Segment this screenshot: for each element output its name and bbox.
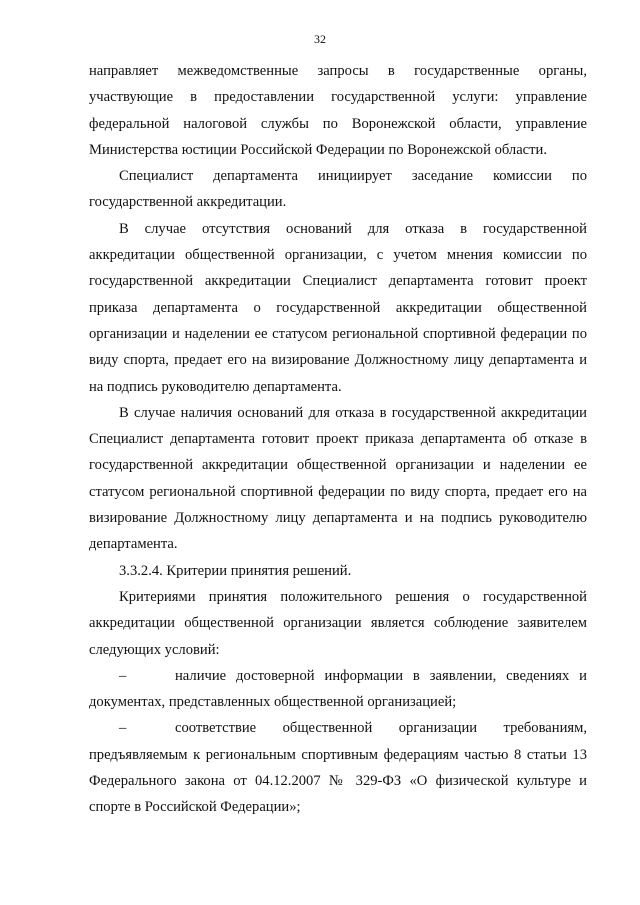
list-item [89, 715, 587, 820]
text-line: на подпись руководителю департамента. [89, 378, 342, 395]
dash-marker: – [119, 720, 127, 737]
page-number: 32 [314, 32, 326, 46]
text-line: Федерального закона от 04.12.2007 № 329-ФЗ «О физической культуре и [89, 773, 587, 790]
text-line: Специалист департамента готовит проект приказа департамента об отказе в [89, 431, 587, 448]
text-line: В случае отсутствия оснований для отказа в государственной [119, 220, 587, 237]
text-line: соответствие общественной организации требованиям, [175, 720, 587, 737]
paragraph [89, 400, 587, 558]
document-body [89, 58, 587, 821]
text-line: следующих условий: [89, 641, 220, 658]
section-heading [89, 558, 587, 584]
text-line: виду спорта, предает его на визирование Должностному лицу департамента и [89, 352, 587, 369]
text-line: государственной аккредитации. [89, 194, 287, 211]
text-line: Критериями принятия положительного решения о государственной [119, 588, 587, 605]
text-line: организации и наделении ее статусом региональной спортивной федерации по [89, 325, 587, 342]
text-line: департамента. [89, 536, 178, 553]
text-line: документах, представленных общественной организацией; [89, 694, 457, 711]
text-line: государственной аккредитации общественной организации и наделении ее [89, 457, 587, 474]
text-line: аккредитации общественной организации, с учетом мнения комиссии по [89, 247, 587, 264]
text-line: федеральной налоговой службы по Воронежской области, управление [89, 115, 587, 132]
paragraph [89, 163, 587, 216]
text-line: В случае наличия оснований для отказа в государственной аккредитации [119, 404, 587, 421]
text-line: статусом региональной спортивной федерации по виду спорта, предает его на [89, 483, 587, 500]
list-item-first-line [89, 663, 587, 689]
text-line: 3.3.2.4. Критерии принятия решений. [119, 562, 352, 579]
text-line: визирование Должностному лицу департамента и на подпись руководителю [89, 510, 587, 527]
text-line: спорте в Российской Федерации»; [89, 799, 301, 816]
text-line: Министерства юстиции Российской Федерации по Воронежской области. [89, 141, 547, 158]
paragraph [89, 58, 587, 163]
text-line: приказа департамента о государственной аккредитации общественной [89, 299, 587, 316]
text-line: участвующие в предоставлении государственной услуги: управление [89, 89, 587, 106]
paragraph [89, 216, 587, 400]
paragraph [89, 584, 587, 663]
list-item [89, 663, 587, 716]
list-item-first-line [89, 715, 587, 741]
text-line: направляет межведомственные запросы в государственные органы, [89, 63, 587, 79]
text-line: Специалист департамента инициирует заседание комиссии по [119, 168, 587, 185]
text-line: аккредитации общественной организации является соблюдение заявителем [89, 615, 587, 632]
text-line: государственной аккредитации Специалист департамента готовит проект [89, 273, 587, 290]
text-line: предъявляемым к региональным спортивным федерациям частью 8 статьи 13 [89, 746, 587, 763]
text-line: наличие достоверной информации в заявлении, сведениях и [175, 667, 587, 684]
dash-marker: – [119, 667, 127, 684]
